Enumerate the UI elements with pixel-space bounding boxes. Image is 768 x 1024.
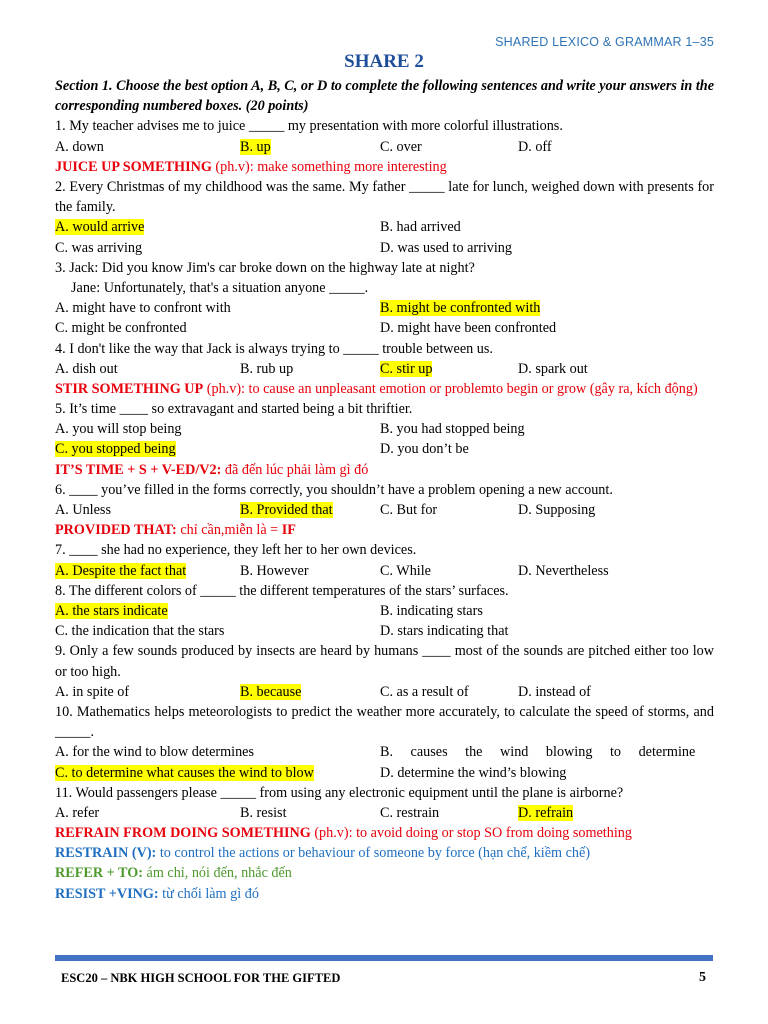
question-2: 2. Every Christmas of my childhood was the same. My father _____ late for lunch, weighed down with presents for the family. — [55, 178, 714, 216]
question-7: 7. ____ she had no experience, they left her to her own devices. — [55, 542, 417, 559]
option-c: C. as a result of — [380, 683, 469, 700]
question-1: 1. My teacher advises me to juice _____ my presentation with more colorful illustrations. — [55, 118, 563, 135]
option-a: A. Unless — [55, 502, 111, 519]
option-b: B. However — [240, 562, 309, 579]
footer-rule — [55, 955, 713, 961]
section-instructions: Section 1. Choose the best option A, B, C, or D to complete the following sentences and write your answers in the corresponding numbered boxes. (20 points) — [55, 78, 714, 115]
option-d: D. was used to arriving — [380, 239, 512, 256]
question-4: 4. I don't like the way that Jack is always trying to _____ trouble between us. — [55, 340, 493, 357]
question-10-options-ab — [55, 742, 714, 762]
option-d — [518, 803, 573, 823]
option-c: C. But for — [380, 502, 438, 519]
option-d: D. Supposing — [518, 502, 596, 519]
option-a — [55, 561, 240, 581]
answer-highlight: B. up — [240, 138, 271, 155]
option-c: C. restrain — [380, 804, 440, 821]
question-6: 6. ____ you’ve filled in the forms correctly, you shouldn’t have a problem opening a new account. — [55, 481, 613, 498]
answer-highlight: D. refrain — [518, 804, 574, 821]
question-2-options-cd — [55, 238, 714, 258]
option-c: C. was arriving — [55, 239, 143, 256]
option-c — [380, 359, 518, 379]
option-a: A. in spite of — [55, 683, 130, 700]
page-title: SHARE 2 — [344, 51, 424, 72]
option-a: A. you will stop being — [55, 421, 182, 438]
answer-highlight: B. Provided that — [240, 502, 333, 519]
note-11-resist: RESIST +VING: từ chối làm gì đó — [55, 885, 259, 902]
answer-highlight: C. to determine what causes the wind to blow — [55, 764, 314, 781]
answer-highlight: B. because — [240, 683, 302, 700]
question-3: 3. Jack: Did you know Jim's car broke down on the highway late at night? — [55, 259, 475, 276]
option-d: D. determine the wind’s blowing — [380, 764, 567, 781]
question-10: 10. Mathematics helps meteorologists to predict the weather more accurately, to calculate the speed of storms, and _____. — [55, 703, 714, 741]
note-11-refrain: REFRAIN FROM DOING SOMETHING (ph.v): to avoid doing or stop SO from doing something — [55, 825, 632, 842]
option-c: C. might be confronted — [55, 320, 187, 337]
option-d: D. off — [518, 138, 552, 155]
option-b: B. resist — [240, 804, 287, 821]
answer-highlight: C. you stopped being — [55, 441, 176, 458]
option-b: B. you had stopped being — [380, 421, 525, 438]
answer-highlight: A. Despite the fact that — [55, 562, 187, 579]
question-8-options-cd — [55, 621, 714, 641]
option-b — [380, 298, 540, 318]
worksheet-body — [55, 76, 714, 904]
option-c: C. the indication that the stars — [55, 623, 225, 640]
question-11-options — [55, 803, 714, 823]
question-4-options — [55, 359, 714, 379]
option-a: A. dish out — [55, 360, 118, 377]
question-8-options-ab — [55, 601, 714, 621]
option-b — [240, 682, 380, 702]
question-3-reply: Jane: Unfortunately, that's a situation anyone _____. — [71, 279, 369, 296]
question-9: 9. Only a few sounds produced by insects are heard by humans ____ most of the sounds are pitched either too low or too high. — [55, 643, 714, 680]
question-5-options-cd — [55, 439, 714, 459]
option-b: B. causes the wind blowing to determine — [380, 744, 696, 761]
question-6-options — [55, 500, 714, 520]
note-11-refer: REFER + TO: ám chỉ, nói đến, nhắc đến — [55, 865, 292, 882]
option-d: D. stars indicating that — [380, 623, 509, 640]
option-b: B. had arrived — [380, 219, 461, 236]
option-c: C. While — [380, 562, 431, 579]
question-3-options-ab — [55, 298, 714, 318]
option-d: D. might have been confronted — [380, 320, 557, 337]
note-1: JUICE UP SOMETHING (ph.v): make something more interesting — [55, 158, 447, 175]
question-3-options-cd — [55, 318, 714, 338]
answer-highlight: C. stir up — [380, 360, 433, 377]
option-d: D. Nevertheless — [518, 562, 609, 579]
note-5: IT’S TIME + S + V-ED/V2: đã đến lúc phải làm gì đó — [55, 461, 369, 478]
option-c — [55, 763, 380, 783]
option-d: D. spark out — [518, 360, 588, 377]
question-9-options — [55, 682, 714, 702]
answer-highlight: A. the stars indicate — [55, 602, 168, 619]
question-11: 11. Would passengers please _____ from using any electronic equipment until the plane is airborne? — [55, 784, 624, 801]
option-d: D. you don’t be — [380, 441, 469, 458]
question-5: 5. It’s time ____ so extravagant and started being a bit thriftier. — [55, 401, 413, 418]
option-a: A. refer — [55, 804, 100, 821]
option-a — [55, 217, 380, 237]
option-b: B. rub up — [240, 360, 294, 377]
option-b: B. indicating stars — [380, 602, 483, 619]
option-a: A. down — [55, 138, 104, 155]
option-c — [55, 439, 380, 459]
question-10-options-cd — [55, 763, 714, 783]
note-11-restrain: RESTRAIN (V): to control the actions or behaviour of someone by force (hạn chế, kiềm chế) — [55, 845, 591, 862]
question-5-options-ab — [55, 419, 714, 439]
answer-highlight: A. would arrive — [55, 219, 145, 236]
option-a — [55, 601, 380, 621]
question-7-options — [55, 561, 714, 581]
note-6: PROVIDED THAT: chỉ cần,miễn là = IF — [55, 522, 296, 539]
question-1-options — [55, 137, 714, 157]
page-number: 5 — [699, 970, 706, 985]
note-4: STIR SOMETHING UP (ph.v): to cause an unpleasant emotion or problemto begin or grow (gây ra, kích động) — [55, 380, 698, 397]
question-8: 8. The different colors of _____ the different temperatures of the stars’ surfaces. — [55, 582, 509, 599]
option-a: A. for the wind to blow determines — [55, 744, 254, 761]
option-b — [240, 500, 380, 520]
option-a: A. might have to confront with — [55, 300, 231, 317]
option-c: C. over — [380, 138, 422, 155]
answer-highlight: B. might be confronted with — [380, 300, 541, 317]
footer-text: ESC20 – NBK HIGH SCHOOL FOR THE GIFTED — [61, 971, 341, 985]
running-header: SHARED LEXICO & GRAMMAR 1–35 — [495, 35, 714, 49]
option-b — [240, 137, 380, 157]
option-d: D. instead of — [518, 683, 591, 700]
question-2-options-ab — [55, 217, 714, 237]
